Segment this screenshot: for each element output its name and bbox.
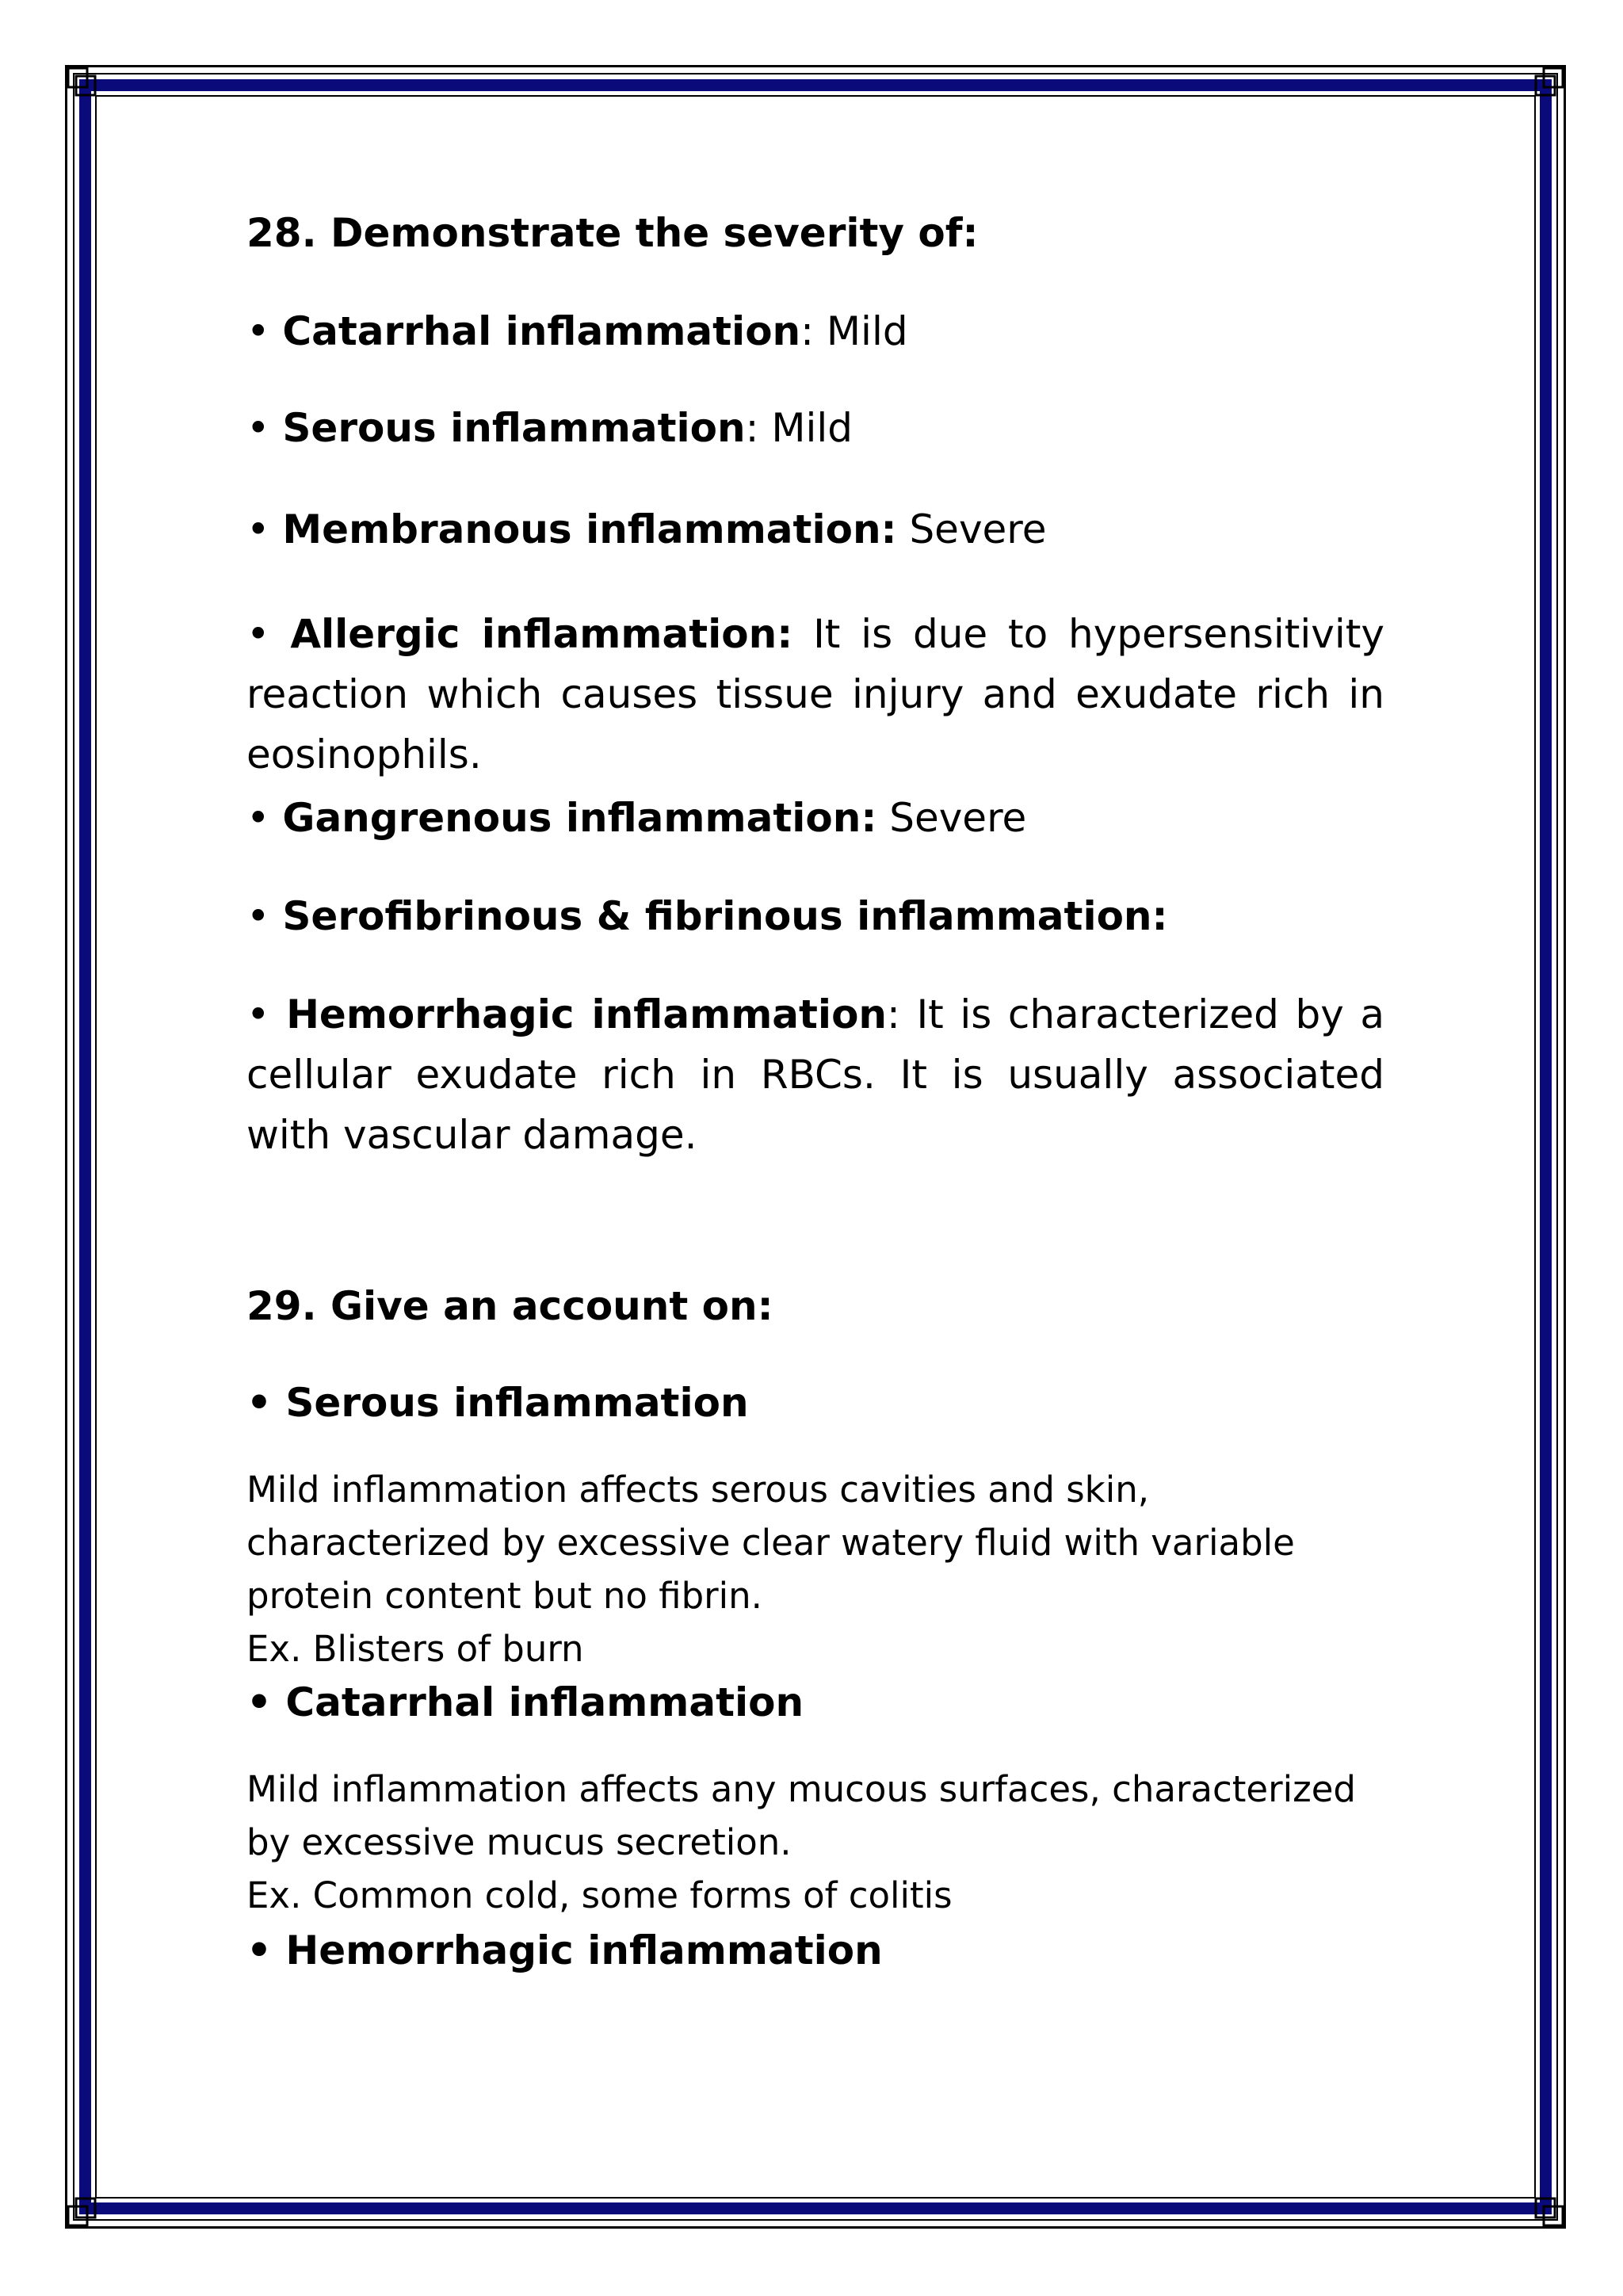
account-description-serous: Mild inflammation affects serous cavities and skin, characterized by excessive clear watery fluid with variable protein content but no fibrin. bbox=[246, 1469, 1295, 1617]
page-content bbox=[246, 208, 1384, 1976]
bullet: • bbox=[246, 991, 270, 1037]
corner-ornament-top-left bbox=[65, 65, 101, 101]
question-28-heading: 28. Demonstrate the severity of: bbox=[246, 210, 979, 256]
bullet: • bbox=[246, 893, 270, 939]
corner-ornament-top-right bbox=[1529, 65, 1566, 101]
bullet: • bbox=[246, 795, 270, 841]
bullet: • bbox=[246, 405, 270, 451]
severity-value: Severe bbox=[909, 506, 1047, 552]
description: It is due to hypersensitivity reaction which causes tissue injury and exudate rich in eosinophils. bbox=[246, 611, 1384, 777]
corner-ornament-bottom-left bbox=[65, 2192, 101, 2229]
bullet: • bbox=[246, 1927, 272, 1973]
account-title-serous: • Serous inflammation bbox=[246, 1380, 749, 1426]
bullet: • bbox=[246, 1679, 272, 1725]
account-example-serous: Ex. Blisters of burn bbox=[246, 1628, 584, 1670]
account-example-catarrhal: Ex. Common cold, some forms of colitis bbox=[246, 1874, 953, 1916]
severity-value: Mild bbox=[826, 308, 908, 354]
bullet: • bbox=[246, 308, 270, 354]
severity-item-membranous bbox=[246, 499, 1384, 560]
severity-item-serous: • Serous inflammation: Mild bbox=[246, 405, 853, 451]
term: Membranous inflammation: bbox=[282, 506, 897, 552]
corner-ornament-bottom-right bbox=[1529, 2192, 1566, 2229]
severity-item-gangrenous bbox=[246, 788, 1384, 848]
account-title-catarrhal: • Catarrhal inflammation bbox=[246, 1679, 804, 1725]
bullet: • bbox=[246, 611, 270, 657]
severity-value: Severe bbox=[889, 795, 1027, 841]
term: Allergic inflammation: bbox=[290, 611, 793, 657]
question-29-heading: 29. Give an account on: bbox=[246, 1283, 773, 1329]
severity-item-serofibrinous bbox=[246, 886, 1384, 946]
severity-value: Mild bbox=[771, 405, 853, 451]
term: Catarrhal inflammation bbox=[282, 308, 801, 354]
term: Hemorrhagic inflammation bbox=[286, 991, 888, 1037]
bullet: • bbox=[246, 1380, 272, 1426]
term: Gangrenous inflammation: bbox=[282, 795, 877, 841]
term: Serofibrinous & fibrinous inflammation: bbox=[282, 893, 1168, 939]
account-description-catarrhal: Mild inflammation affects any mucous surfaces, characterized by excessive mucus secretion. bbox=[246, 1768, 1356, 1863]
description: It is characterized by a cellular exudate rich in RBCs. It is usually associated with vascular damage. bbox=[246, 991, 1384, 1158]
severity-item-allergic bbox=[246, 604, 1384, 785]
term: Serous inflammation bbox=[282, 405, 746, 451]
bullet: • bbox=[246, 506, 270, 552]
account-title-hemorrhagic: • Hemorrhagic inflammation bbox=[246, 1927, 883, 1973]
severity-item-hemorrhagic: • Hemorrhagic inflammation: It is characterized by a cellular exudate rich in RBCs. It is usually associated with vascular damage. bbox=[246, 991, 1384, 1158]
severity-item-catarrhal: • Catarrhal inflammation: Mild bbox=[246, 308, 908, 354]
